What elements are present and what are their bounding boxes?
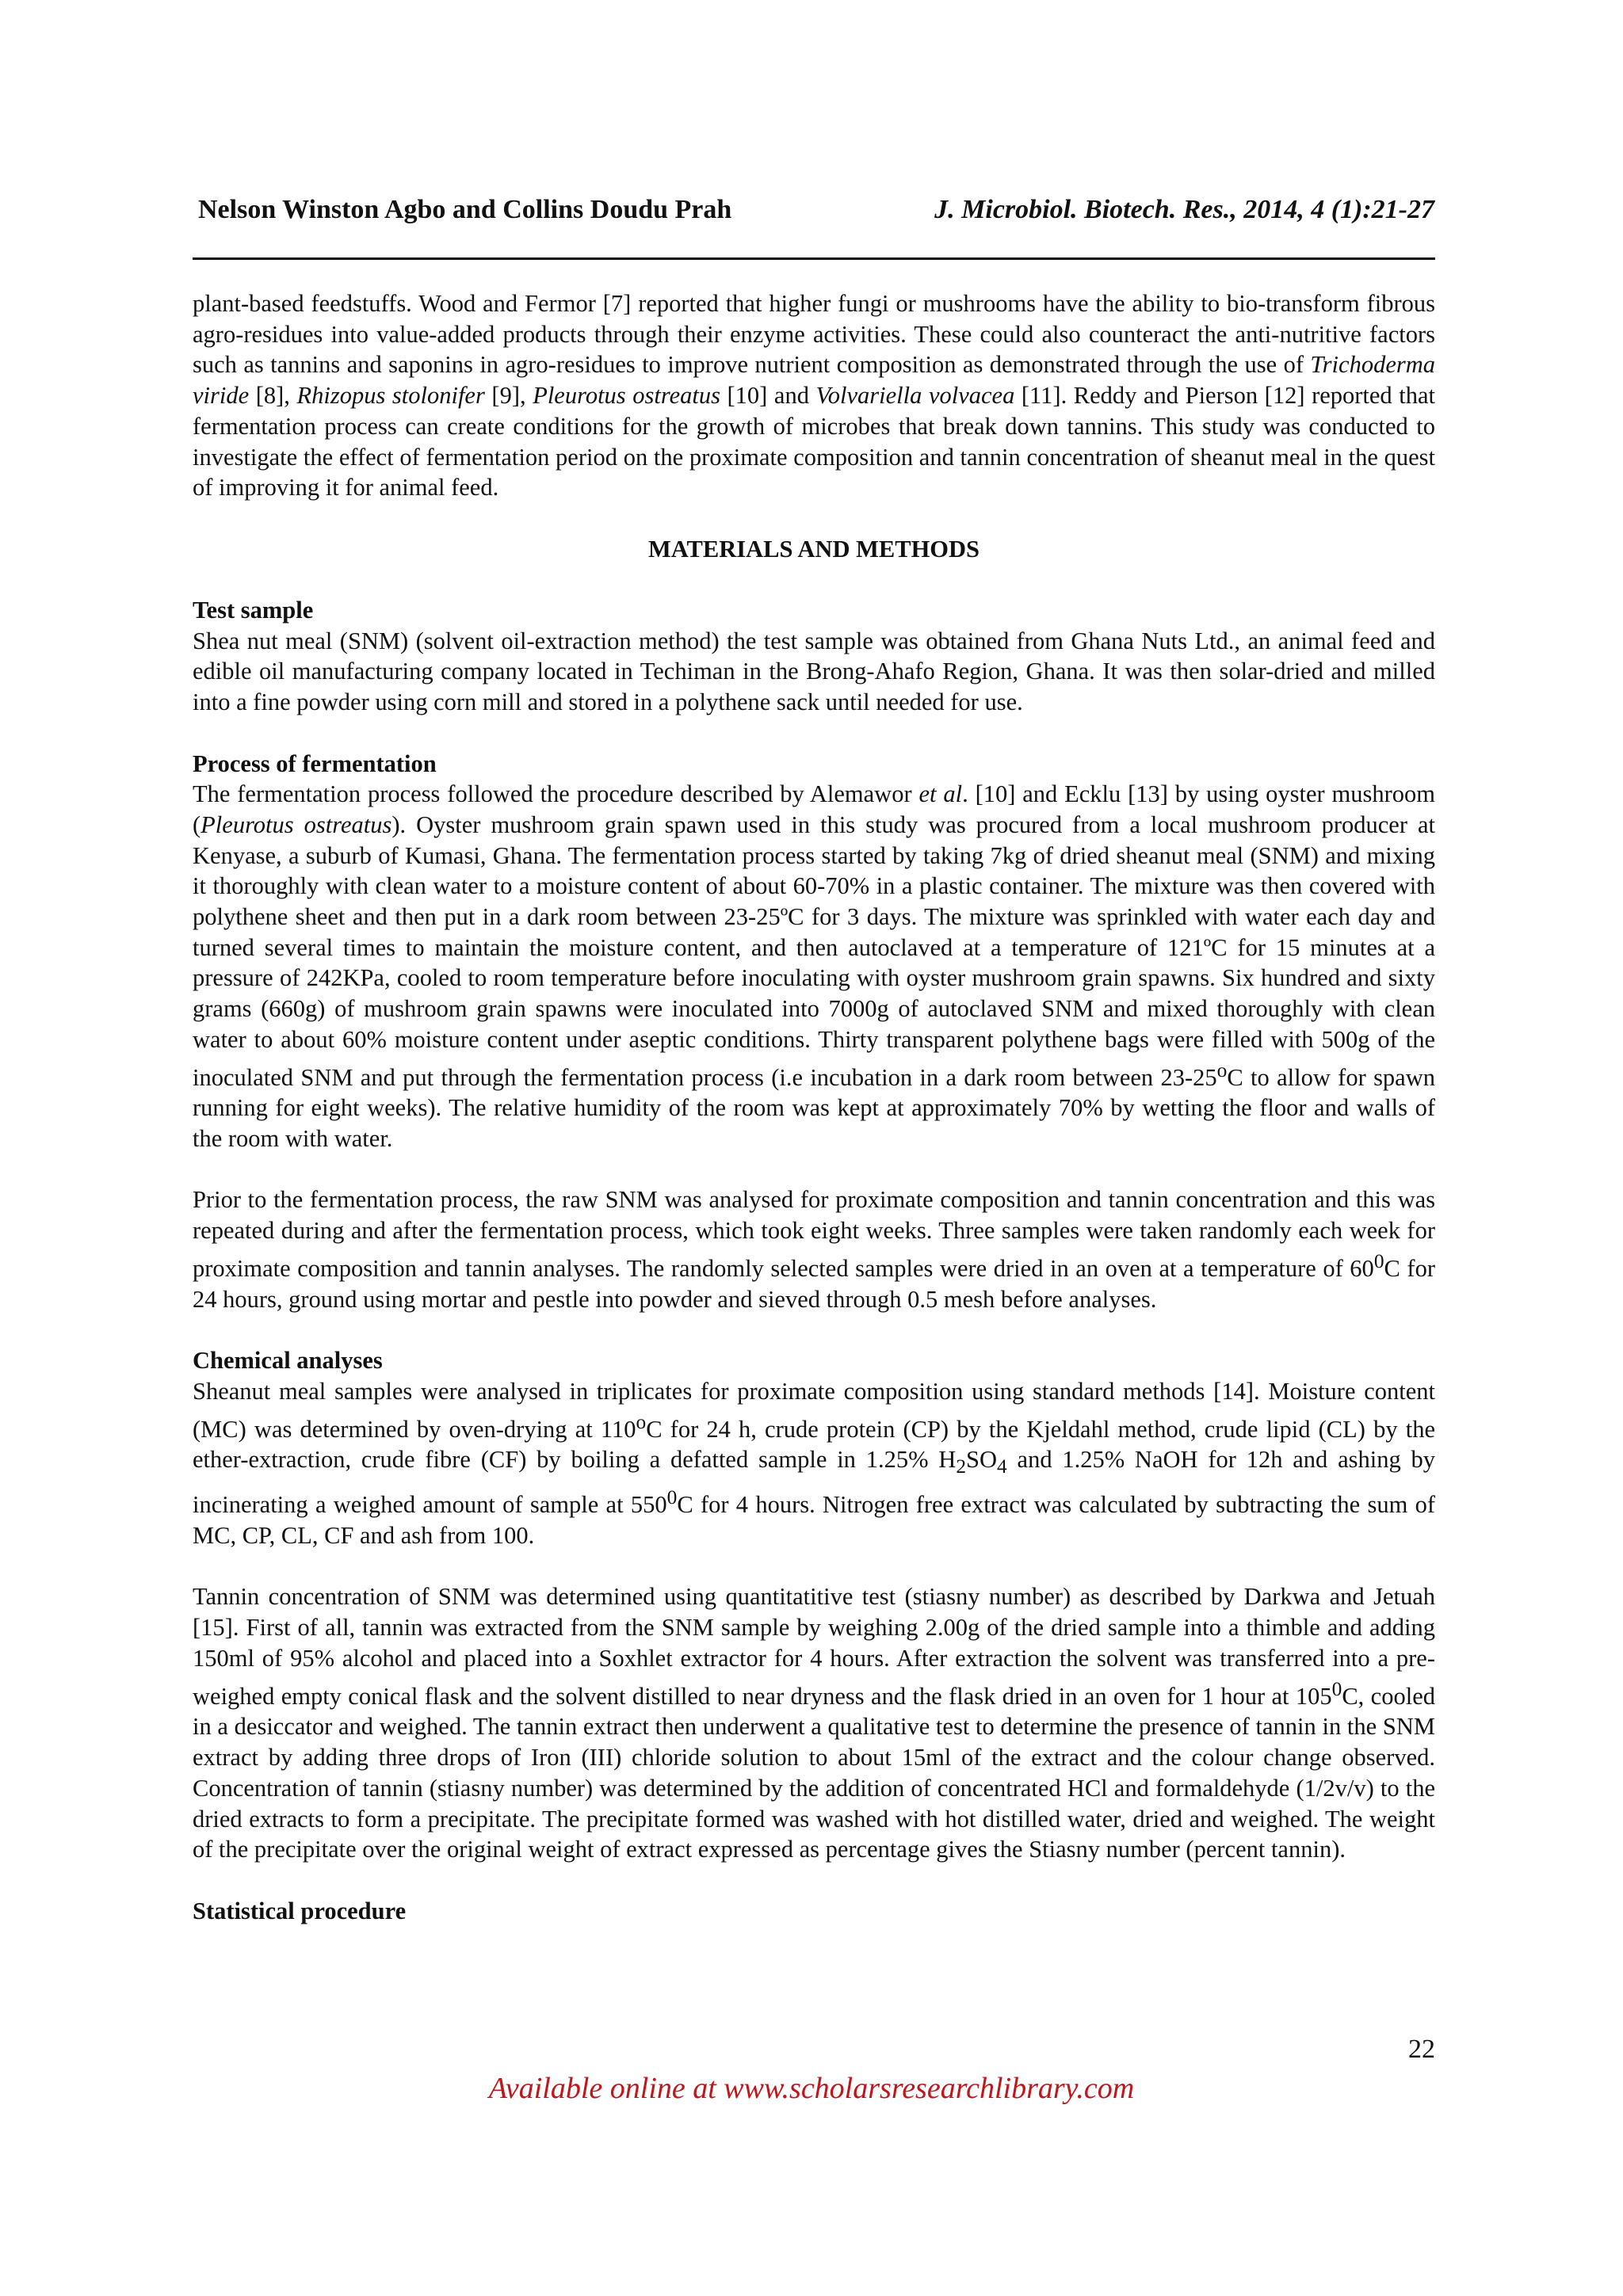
fermentation-paragraph: The fermentation process followed the procedure described by Alemawor et al. [10] and Ecklu [13] by using oyster mushroom (Pleurotus ostreatus). Oyster mushroom grain spawn used in this study was procured from a local mushroom producer at Kenyase, a suburb of Kumasi, Ghana. The fermentation process started by taking 7kg of dried sheanut meal (SNM) and mixing it thoroughly with clean water to a moisture content of about 60-70% in a plastic container. The mixture was then covered with polythene sheet and then put in a dark room between 23-25ºC for 3 days. The mixture was sprinkled with water each day and turned several times to maintain the moisture content, and then autoclaved at a temperature of 121ºC for 15 minutes at a pressure of 242KPa, cooled to room temperature before inoculating with oyster mushroom grain spawns. Six hundred and sixty grams (660g) of mushroom grain spawns were inoculated into 7000g of autoclaved SNM and mixed thoroughly with clean water to about 60% moisture content under aseptic conditions. Thirty transparent polythene bags were filled with 500g of the inoculated SNM and put through the fermentation process (i.e incubation in a dark room between 23-25$^o$C to allow for spawn running for eight weeks). The relative humidity of the room was kept at approximately 70% by wetting the floor and walls of the room with water. [193, 780, 1435, 1153]
availability-link[interactable]: Available online at www.scholarsresearchlibrary.com [488, 2072, 1135, 2105]
header-authors: Nelson Winston Agbo and Collins Doudu Prah [198, 195, 732, 224]
tannin-paragraph: Tannin concentration of SNM was determined using quantitatitive test (stiasny number) as described by Darkwa and Jetuah [15]. First of all, tannin was extracted from the SNM sample by weighing 2.00g of the dried sample into a thimble and adding 150ml of 95% alcohol and placed into a Soxhlet extractor for 4 hours. After extraction the solvent was transferred into a pre-weighed empty conical flask and the solvent distilled to near dryness and the flask dried in an oven for 1 hour at $105^0C$, cooled in a desiccator and weighed. The tannin extract then underwent a qualitative test to determine the presence of tannin in the SNM extract by adding three drops of Iron (III) chloride solution to about 15ml of the extract and the colour change observed. Concentration of tannin (stiasny number) was determined by the addition of concentrated HCl and formaldehyde (1/2v/v) to the dried extracts to form a precipitate. The precipitate formed was washed with hot distilled water, dried and weighed. The weight of the precipitate over the original weight of extract expressed as percentage gives the Stiasny number (percent tannin). [193, 1583, 1435, 1863]
intro-paragraph: plant-based feedstuffs. Wood and Fermor [7] reported that higher fungi or mushrooms have the ability to bio-transform fibrous agro-residues into value-added products through their enzyme activities. These could also counteract the anti-nutritive factors such as tannins and saponins in agro-residues to improve nutrient composition as demonstrated through the use of Trichoderma viride [8], Rhizopus stolonifer [9], Pleurotus ostreatus [10] and Volvariella volvacea [11]. Reddy and Pierson [12] reported that fermentation process can create conditions for the growth of microbes that break down tannins. This study was conducted to investigate the effect of fermentation period on the proximate composition and tannin concentration of sheanut meal in the quest of improving it for animal feed. [193, 290, 1435, 502]
section-title-materials-methods: MATERIALS AND METHODS [647, 535, 980, 563]
article-body [193, 288, 1435, 1926]
prior-analysis-paragraph: Prior to the fermentation process, the raw SNM was analysed for proximate composition and tannin concentration and this was repeated during and after the fermentation process, which took eight weeks. Three samples were taken randomly each week for proximate composition and tannin analyses. The randomly selected samples were dried in an oven at a temperature of $60^0C$ for 24 hours, ground using mortar and pestle into powder and sieved through 0.5 mesh before analyses. [193, 1186, 1435, 1313]
subheading-chemical-analyses: Chemical analyses [193, 1347, 383, 1375]
header-journal-citation: J. Microbiol. Biotech. Res., 2014, 4 (1):21-27 [934, 195, 1434, 224]
chemical-analyses-paragraph: Sheanut meal samples were analysed in triplicates for proximate composition using standard methods [14]. Moisture content (MC) was determined by oven-drying at 110$^o$C for 24 h, crude protein (CP) by the Kjeldahl method, crude lipid (CL) by the ether-extraction, crude fibre (CF) by boiling a defatted sample in 1.25% $H_2SO_4$ and 1.25% NaOH for 12h and ashing by incinerating a weighed amount of sample at $550^0C$ for 4 hours. Nitrogen free extract was calculated by subtracting the sum of MC, CP, CL, CF and ash from 100. [193, 1377, 1435, 1550]
subheading-process-of-fermentation: Process of fermentation [193, 749, 437, 777]
subheading-test-sample: Test sample [193, 597, 314, 624]
test-sample-paragraph: Shea nut meal (SNM) (solvent oil-extraction method) the test sample was obtained from Ghana Nuts Ltd., an animal feed and edible oil manufacturing company located in Techiman in the Brong-Ahafo Region, Ghana. It was then solar-dried and milled into a fine powder using corn mill and stored in a polythene sack until needed for use. [193, 627, 1435, 716]
header-divider [193, 257, 1435, 260]
subheading-statistical-procedure: Statistical procedure [193, 1897, 407, 1924]
running-header [198, 195, 1434, 225]
page-number: 22 [1408, 2035, 1435, 2064]
